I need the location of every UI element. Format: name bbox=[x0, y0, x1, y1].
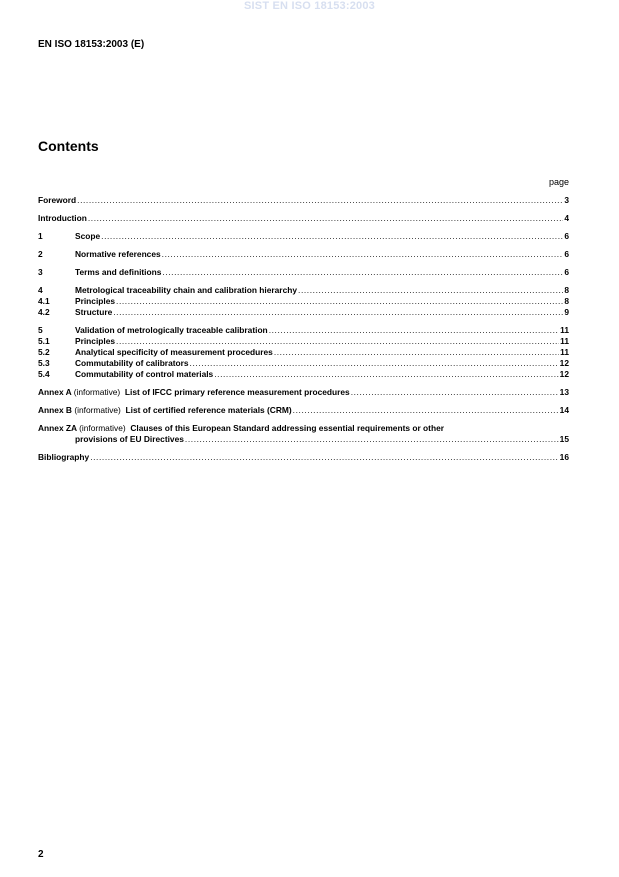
annex-note: (informative) bbox=[74, 405, 121, 415]
annex-title-line-1: Clauses of this European Standard addressing essential requirements or other bbox=[130, 423, 444, 433]
toc-entry-normative-references[interactable] bbox=[38, 249, 569, 259]
toc-entry-page: 13 bbox=[559, 387, 569, 397]
toc-entry-number: 2 bbox=[38, 249, 43, 259]
toc-entry-number: 5.2 bbox=[38, 347, 50, 357]
toc-entry-title: Terms and definitions bbox=[75, 267, 162, 277]
toc-entry-page: 6 bbox=[564, 267, 569, 277]
toc-entry-number: 3 bbox=[38, 267, 43, 277]
toc-entry-page: 14 bbox=[559, 405, 569, 415]
toc-entry-page: 6 bbox=[564, 231, 569, 241]
dot-leader bbox=[185, 434, 559, 444]
dot-leader bbox=[116, 296, 563, 306]
toc-entry-title: Normative references bbox=[75, 249, 161, 259]
dot-leader bbox=[162, 249, 564, 259]
dot-leader bbox=[116, 336, 559, 346]
toc-entry-title: Commutability of calibrators bbox=[75, 358, 189, 368]
toc-entry-page: 4 bbox=[564, 213, 569, 223]
toc-entry-foreword[interactable] bbox=[38, 195, 569, 205]
toc-entry-title: Commutability of control materials bbox=[75, 369, 214, 379]
toc-entry-title bbox=[38, 387, 350, 397]
toc-entry-5-1[interactable] bbox=[38, 336, 569, 346]
toc-entry-clause-4[interactable] bbox=[38, 285, 569, 295]
dot-leader bbox=[88, 213, 563, 223]
toc-entry-4-1[interactable] bbox=[38, 296, 569, 306]
toc-entry-page: 15 bbox=[559, 434, 569, 444]
toc-entry-number: 4.1 bbox=[38, 296, 50, 306]
dot-leader bbox=[90, 452, 558, 462]
toc-entry-page: 12 bbox=[559, 358, 569, 368]
dot-leader bbox=[162, 267, 563, 277]
toc-entry-title: Validation of metrologically traceable calibration bbox=[75, 325, 268, 335]
dot-leader bbox=[214, 369, 558, 379]
dot-leader bbox=[274, 347, 559, 357]
toc-entry-page: 11 bbox=[560, 336, 569, 346]
dot-leader bbox=[298, 285, 563, 295]
toc-entry-bibliography[interactable] bbox=[38, 452, 569, 462]
toc-entry-introduction[interactable] bbox=[38, 213, 569, 223]
toc-entry-5-4[interactable] bbox=[38, 369, 569, 379]
page-number: 2 bbox=[38, 849, 44, 860]
toc-entry-number: 5 bbox=[38, 325, 43, 335]
contents-heading: Contents bbox=[38, 138, 99, 154]
toc-entry-title: Analytical specificity of measurement procedures bbox=[75, 347, 273, 357]
toc-entry-terms-and-definitions[interactable] bbox=[38, 267, 569, 277]
toc-entry-page: 11 bbox=[560, 325, 569, 335]
table-of-contents bbox=[38, 195, 569, 462]
toc-entry-page: 3 bbox=[564, 195, 569, 205]
page-column-label: page bbox=[548, 177, 569, 187]
toc-entry-title: Foreword bbox=[38, 195, 77, 205]
annex-title: List of IFCC primary reference measurement procedures bbox=[124, 387, 350, 397]
dot-leader bbox=[293, 405, 559, 415]
dot-leader bbox=[190, 358, 559, 368]
toc-entry-title: Scope bbox=[75, 231, 101, 241]
toc-entry-5-3[interactable] bbox=[38, 358, 569, 368]
toc-entry-4-2[interactable] bbox=[38, 307, 569, 317]
toc-entry-title: Principles bbox=[75, 336, 116, 346]
toc-entry-title: Bibliography bbox=[38, 452, 90, 462]
annex-label: Annex ZA bbox=[38, 423, 77, 433]
dot-leader bbox=[269, 325, 559, 335]
annex-note: (informative) bbox=[79, 423, 126, 433]
toc-entry-number: 5.1 bbox=[38, 336, 50, 346]
toc-entry-page: 11 bbox=[560, 347, 569, 357]
toc-entry-title: Metrological traceability chain and calibration hierarchy bbox=[75, 285, 298, 295]
toc-entry-title: Introduction bbox=[38, 213, 87, 223]
toc-entry-annex-za[interactable] bbox=[38, 423, 569, 444]
toc-entry-number: 5.4 bbox=[38, 369, 50, 379]
annex-label: Annex A bbox=[38, 387, 72, 397]
toc-entry-continuation bbox=[38, 434, 569, 444]
toc-entry-title bbox=[38, 423, 569, 433]
toc-entry-page: 8 bbox=[564, 296, 569, 306]
toc-entry-page: 6 bbox=[564, 249, 569, 259]
toc-entry-5-2[interactable] bbox=[38, 347, 569, 357]
toc-entry-page: 9 bbox=[564, 307, 569, 317]
toc-entry-number: 1 bbox=[38, 231, 43, 241]
dot-leader bbox=[351, 387, 559, 397]
toc-entry-number: 4 bbox=[38, 285, 43, 295]
toc-entry-annex-b[interactable] bbox=[38, 405, 569, 415]
toc-entry-scope[interactable] bbox=[38, 231, 569, 241]
toc-entry-title: Principles bbox=[75, 296, 116, 306]
toc-entry-number: 5.3 bbox=[38, 358, 50, 368]
toc-entry-page: 16 bbox=[559, 452, 569, 462]
dot-leader bbox=[113, 307, 563, 317]
toc-entry-clause-5[interactable] bbox=[38, 325, 569, 335]
toc-entry-number: 4.2 bbox=[38, 307, 50, 317]
toc-entry-page: 8 bbox=[564, 285, 569, 295]
toc-entry-title bbox=[38, 405, 292, 415]
toc-entry-title: Structure bbox=[75, 307, 113, 317]
annex-note: (informative) bbox=[73, 387, 121, 397]
dot-leader bbox=[101, 231, 563, 241]
dot-leader bbox=[77, 195, 563, 205]
document-identifier: EN ISO 18153:2003 (E) bbox=[38, 39, 145, 50]
watermark: SIST EN ISO 18153:2003 bbox=[244, 0, 375, 12]
annex-label: Annex B bbox=[38, 405, 72, 415]
toc-entry-annex-a[interactable] bbox=[38, 387, 569, 397]
toc-entry-page: 12 bbox=[559, 369, 569, 379]
annex-title: List of certified reference materials (CRM) bbox=[125, 405, 292, 415]
annex-title-line-2: provisions of EU Directives bbox=[75, 434, 184, 444]
